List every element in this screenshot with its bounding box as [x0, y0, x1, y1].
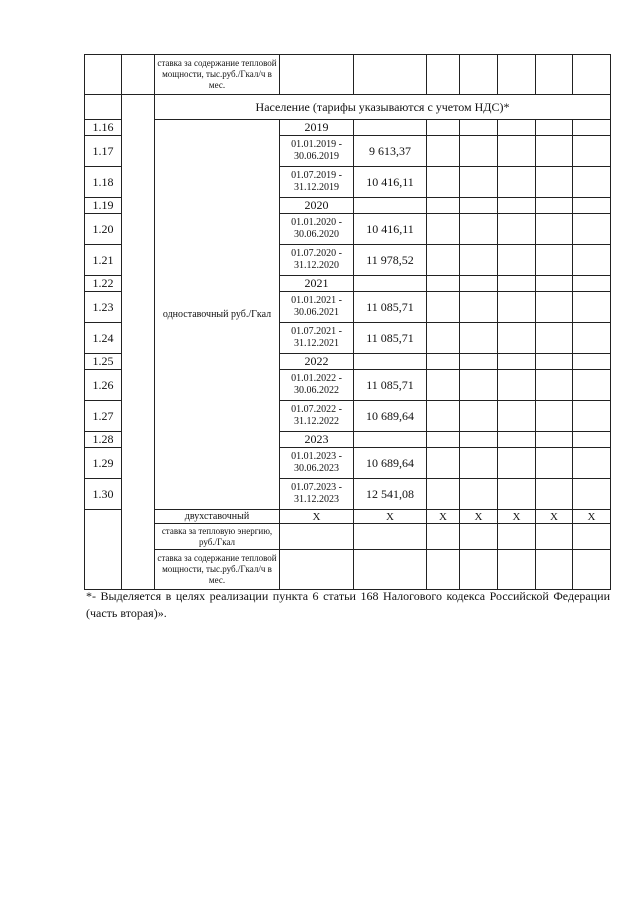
- empty-cell: [536, 448, 573, 479]
- empty-cell: [427, 550, 460, 590]
- empty-cell: [498, 167, 536, 198]
- empty-cell: [354, 524, 427, 550]
- empty-cell: [498, 401, 536, 432]
- row-number: 1.26: [85, 370, 122, 401]
- empty-cell: [460, 198, 498, 214]
- empty-cell: [427, 448, 460, 479]
- empty-cell: [498, 55, 536, 95]
- empty-cell: [573, 550, 611, 590]
- empty-cell: [427, 401, 460, 432]
- empty-cell: [354, 432, 427, 448]
- empty-cell: [354, 354, 427, 370]
- empty-cell: [536, 198, 573, 214]
- empty-cell: [573, 401, 611, 432]
- empty-cell: [573, 354, 611, 370]
- empty-cell: [498, 198, 536, 214]
- capacity-rate-label: ставка за содержание тепловой мощности, тыс.руб./Гкал/ч в мес.: [155, 55, 280, 95]
- empty-cell: [427, 432, 460, 448]
- period-cell: 01.07.2021 - 31.12.2021: [280, 323, 354, 354]
- table-row: [85, 95, 611, 120]
- x-mark: X: [498, 510, 536, 524]
- empty-cell: [460, 370, 498, 401]
- year-cell: 2021: [280, 276, 354, 292]
- empty-cell: [536, 167, 573, 198]
- empty-cell: [122, 55, 155, 95]
- empty-cell: [536, 245, 573, 276]
- tariff-value: 12 541,08: [354, 479, 427, 510]
- empty-cell: [460, 524, 498, 550]
- empty-cell: [460, 55, 498, 95]
- empty-cell: [427, 370, 460, 401]
- empty-cell: [427, 120, 460, 136]
- tariff-value: 11 085,71: [354, 323, 427, 354]
- empty-cell: [536, 401, 573, 432]
- period-cell: 01.01.2019 - 30.06.2019: [280, 136, 354, 167]
- empty-cell: [498, 276, 536, 292]
- x-mark: X: [427, 510, 460, 524]
- row-num-cell: [85, 55, 122, 95]
- row-number: 1.18: [85, 167, 122, 198]
- empty-cell: [536, 55, 573, 95]
- x-mark: X: [354, 510, 427, 524]
- row-number: 1.30: [85, 479, 122, 510]
- x-mark: X: [573, 510, 611, 524]
- empty-cell: [536, 354, 573, 370]
- empty-cell: [573, 323, 611, 354]
- tariff-value: 10 689,64: [354, 448, 427, 479]
- row-number: 1.17: [85, 136, 122, 167]
- row-num-cell: [85, 510, 122, 590]
- row-number: 1.16: [85, 120, 122, 136]
- empty-cell: [498, 214, 536, 245]
- empty-cell: [573, 292, 611, 323]
- empty-cell: [536, 524, 573, 550]
- empty-cell: [536, 479, 573, 510]
- row-number: 1.21: [85, 245, 122, 276]
- period-cell: 01.07.2022 - 31.12.2022: [280, 401, 354, 432]
- single-rate-label: одноставочный руб./Гкал: [155, 120, 280, 510]
- empty-cell: [354, 198, 427, 214]
- empty-cell: [427, 292, 460, 323]
- row-number: 1.19: [85, 198, 122, 214]
- population-header: Население (тарифы указываются с учетом НДС)*: [155, 95, 611, 120]
- empty-cell: [427, 55, 460, 95]
- empty-cell: [498, 524, 536, 550]
- empty-cell: [427, 167, 460, 198]
- empty-cell: [460, 136, 498, 167]
- empty-cell: [573, 214, 611, 245]
- table-row: [85, 120, 611, 136]
- empty-cell: [536, 120, 573, 136]
- empty-cell: [427, 354, 460, 370]
- period-cell: 01.07.2023 - 31.12.2023: [280, 479, 354, 510]
- year-cell: 2020: [280, 198, 354, 214]
- empty-cell: [460, 401, 498, 432]
- empty-cell: [460, 167, 498, 198]
- period-cell: 01.01.2021 - 30.06.2021: [280, 292, 354, 323]
- empty-cell: [498, 448, 536, 479]
- empty-cell: [573, 276, 611, 292]
- footnote: *- Выделяется в целях реализации пункта 6 статьи 168 Налогового кодекса Российской Федерации (часть вторая)».: [86, 589, 610, 620]
- empty-cell: [536, 214, 573, 245]
- empty-cell: [573, 136, 611, 167]
- empty-cell: [498, 432, 536, 448]
- tariff-value: 10 416,11: [354, 214, 427, 245]
- two-part-label: двухставочный: [155, 510, 280, 524]
- empty-cell: [427, 214, 460, 245]
- x-mark: X: [460, 510, 498, 524]
- year-cell: 2022: [280, 354, 354, 370]
- row-number: 1.20: [85, 214, 122, 245]
- empty-cell: [498, 245, 536, 276]
- tariff-value: 11 085,71: [354, 292, 427, 323]
- year-cell: 2019: [280, 120, 354, 136]
- empty-cell: [280, 524, 354, 550]
- empty-cell: [460, 292, 498, 323]
- empty-cell: [280, 55, 354, 95]
- empty-cell: [573, 120, 611, 136]
- empty-cell: [536, 276, 573, 292]
- empty-cell: [427, 323, 460, 354]
- empty-cell: [573, 479, 611, 510]
- row-number: 1.22: [85, 276, 122, 292]
- table-row: [85, 510, 611, 524]
- table-row: [85, 524, 611, 550]
- empty-cell: [427, 276, 460, 292]
- empty-cell: [498, 370, 536, 401]
- empty-cell: [573, 245, 611, 276]
- empty-cell: [498, 120, 536, 136]
- empty-cell: [498, 136, 536, 167]
- tariff-value: 9 613,37: [354, 136, 427, 167]
- capacity-rate-label: ставка за содержание тепловой мощности, тыс.руб./Гкал/ч в мес.: [155, 550, 280, 590]
- empty-cell: [460, 354, 498, 370]
- empty-cell: [498, 354, 536, 370]
- empty-cell: [536, 136, 573, 167]
- tariff-table: [84, 54, 611, 590]
- empty-cell: [427, 245, 460, 276]
- x-mark: X: [536, 510, 573, 524]
- empty-cell: [573, 448, 611, 479]
- row-number: 1.28: [85, 432, 122, 448]
- empty-cell: [460, 245, 498, 276]
- period-cell: 01.01.2022 - 30.06.2022: [280, 370, 354, 401]
- tariff-value: 10 416,11: [354, 167, 427, 198]
- empty-cell: [536, 432, 573, 448]
- empty-cell: [280, 550, 354, 590]
- empty-cell: [460, 120, 498, 136]
- empty-cell: [427, 136, 460, 167]
- empty-cell: [536, 550, 573, 590]
- tariff-value: 10 689,64: [354, 401, 427, 432]
- empty-cell: [536, 370, 573, 401]
- empty-cell: [498, 479, 536, 510]
- row-number: 1.25: [85, 354, 122, 370]
- row-number: 1.27: [85, 401, 122, 432]
- empty-cell: [498, 323, 536, 354]
- empty-cell: [573, 167, 611, 198]
- row-num-cell: [85, 95, 122, 120]
- empty-cell: [460, 323, 498, 354]
- year-cell: 2023: [280, 432, 354, 448]
- row-number: 1.29: [85, 448, 122, 479]
- empty-cell: [427, 479, 460, 510]
- empty-cell: [354, 550, 427, 590]
- row-number: 1.24: [85, 323, 122, 354]
- tariff-value: 11 978,52: [354, 245, 427, 276]
- empty-cell: [498, 292, 536, 323]
- empty-cell: [536, 292, 573, 323]
- empty-cell: [460, 550, 498, 590]
- empty-cell: [573, 55, 611, 95]
- table-row: [85, 55, 611, 95]
- period-cell: 01.07.2020 - 31.12.2020: [280, 245, 354, 276]
- x-mark: X: [280, 510, 354, 524]
- empty-cell: [573, 432, 611, 448]
- empty-cell: [354, 55, 427, 95]
- empty-cell: [460, 448, 498, 479]
- table-row: [85, 550, 611, 590]
- row-number: 1.23: [85, 292, 122, 323]
- empty-cell: [427, 198, 460, 214]
- empty-cell: [122, 95, 155, 590]
- empty-cell: [460, 432, 498, 448]
- empty-cell: [498, 550, 536, 590]
- period-cell: 01.07.2019 - 31.12.2019: [280, 167, 354, 198]
- empty-cell: [354, 276, 427, 292]
- empty-cell: [573, 524, 611, 550]
- period-cell: 01.01.2023 - 30.06.2023: [280, 448, 354, 479]
- period-cell: 01.01.2020 - 30.06.2020: [280, 214, 354, 245]
- empty-cell: [460, 214, 498, 245]
- empty-cell: [354, 120, 427, 136]
- empty-cell: [573, 370, 611, 401]
- empty-cell: [460, 479, 498, 510]
- energy-rate-label: ставка за тепловую энергию, руб./Гкал: [155, 524, 280, 550]
- empty-cell: [536, 323, 573, 354]
- tariff-value: 11 085,71: [354, 370, 427, 401]
- empty-cell: [460, 276, 498, 292]
- empty-cell: [573, 198, 611, 214]
- empty-cell: [427, 524, 460, 550]
